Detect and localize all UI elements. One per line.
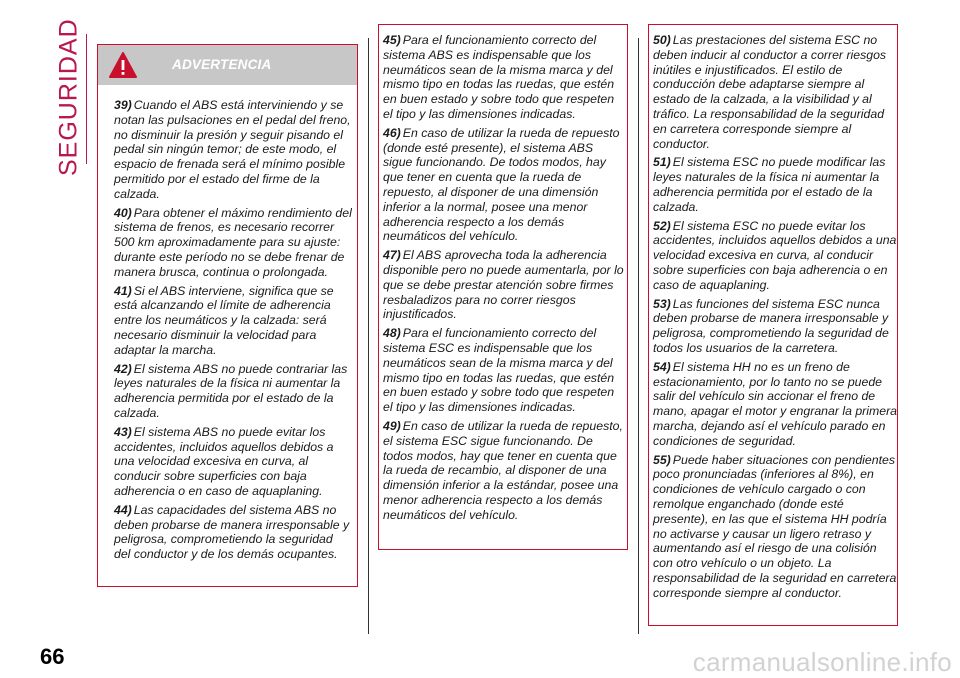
warning-box [97,44,358,587]
warning-item: 42) El sistema ABS no puede contrariar las leyes naturales de la física ni aumentar la adherencia permitida por el estado de la calzada. [114,361,348,420]
warning-item: 52) El sistema ESC no puede evitar los accidentes, incluidos aquellos debidos a una velocidad excesiva en curva, al conducir sobre superficies con baja adherencia o en caso de aquaplaning. [653,218,897,292]
warning-item: 53) Las funciones del sistema ESC nunca deben probarse de manera irresponsable y peligrosa, comprometiendo la seguridad de todos los usuarios de la carretera. [653,296,889,355]
warning-item: 41) Si el ABS interviene, significa que se está alcanzando el límite de adherencia entre los neumáticos y la calzada: será necesario disminuir la velocidad para adaptar la marcha. [114,283,334,357]
warning-item: 39) Cuando el ABS está interviniendo y se notan las pulsaciones en el pedal del freno, no disminuir la presión y seguir pisando el pedal sin ningún temor; de este modo, el espacio de frenada será el mínimo posible permitido por el estado del firme de la calzada. [114,98,351,201]
warning-title: ADVERTENCIA [172,57,272,72]
warning-item: 49) En caso de utilizar la rueda de repuesto, el sistema ESC sigue funcionando. De todos modos, hay que tener en cuenta que la rueda de recambio, al disponer de una dimensión inferior a la estándar, posee una menor adherencia respecto a los demás neumáticos del vehículo. [383,418,623,522]
warning-item: 55) Puede haber situaciones con pendientes poco pronunciadas (inferiores al 8%), en condiciones de vehículo cargado o con remolque enganchado (donde esté presente), en las que el sistema HH podría no activarse y causar un ligero retraso y aumentando así el riesgo de una colisión con otro vehículo o un objeto. La responsabilidad de la seguridad en carretera corresponde siempre al conductor. [653,452,897,600]
warning-box-continued [648,24,898,626]
warning-item: 46) En caso de utilizar la rueda de repuesto (donde esté presente), el sistema ABS sigue funcionando. De todos modos, hay que tener en cuenta que la rueda de repuesto, al disponer de una dimensión inferior a la normal, posee una menor adherencia respecto a los demás neumáticos del vehículo. [383,125,620,244]
warning-item: 43) El sistema ABS no puede evitar los accidentes, incluidos aquellos debidos a una velocidad excesiva en curva, al conducir sobre superficies con baja adherencia o en caso de aquaplaning. [114,424,334,498]
warning-item: 44) Las capacidades del sistema ABS no deben probarse de manera irresponsable y peligrosa, comprometiendo la seguridad del conductor y de los demás ocupantes. [114,502,350,562]
warning-box-continued [378,24,628,550]
warning-item: 40) Para obtener el máximo rendimiento del sistema de frenos, es necesario recorrer 500 km aproximadamente para su ajuste: durante este período no se debe frenar de manera brusca, continua o prolongada. [114,205,352,279]
column-divider [368,38,369,634]
column-divider [638,38,639,634]
warning-text-col2 [383,33,625,527]
warning-item: 54) El sistema HH no es un freno de estacionamiento, por lo tanto no se puede salir del vehículo sin accionar el freno de mano, apagar el motor y engranar la primera marcha, dejando así el vehículo parado en condiciones de seguridad. [653,359,898,448]
warning-item: 48) Para el funcionamiento correcto del sistema ESC es indispensable que los neumáticos sean de la misma marca y del mismo tipo en todas las ruedas, que estén en buen estado y sobre todo que respeten el tipo y las dimensiones indicadas. [383,326,615,415]
warning-triangle-icon [108,51,138,79]
warning-item: 50) Las prestaciones del sistema ESC no deben inducir al conductor a correr riesgos inútiles e injustificados. El estilo de conducción debe adaptarse siempre al estado de la calzada, a la visibilidad y al tráfico. La responsabilidad de la seguridad en carretera corresponde siempre al conductor. [653,33,887,151]
warning-header [98,45,357,85]
page-number: 66 [40,644,65,669]
warning-item: 47) El ABS aprovecha toda la adherencia disponible pero no puede aumentarla, por lo que se debe prestar atención sobre firmes resbaladizos para no correr riesgos injustificados. [383,248,624,322]
warning-item: 51) El sistema ESC no puede modificar las leyes naturales de la física ni aumentar la adherencia permitida por el estado de la calzada. [653,155,886,214]
warning-item: 45) Para el funcionamiento correcto del sistema ABS es indispensable que los neumáticos sean de la misma marca y del mismo tipo en todas las ruedas, que estén en buen estado y sobre todo que respeten el tipo y las dimensiones indicadas. [383,33,615,121]
section-label: SEGURIDAD [54,18,83,176]
section-divider [86,34,87,164]
warning-text-col3 [653,33,897,604]
watermark: carmanualsonline.info [692,647,952,677]
warning-text-col1 [114,98,352,566]
